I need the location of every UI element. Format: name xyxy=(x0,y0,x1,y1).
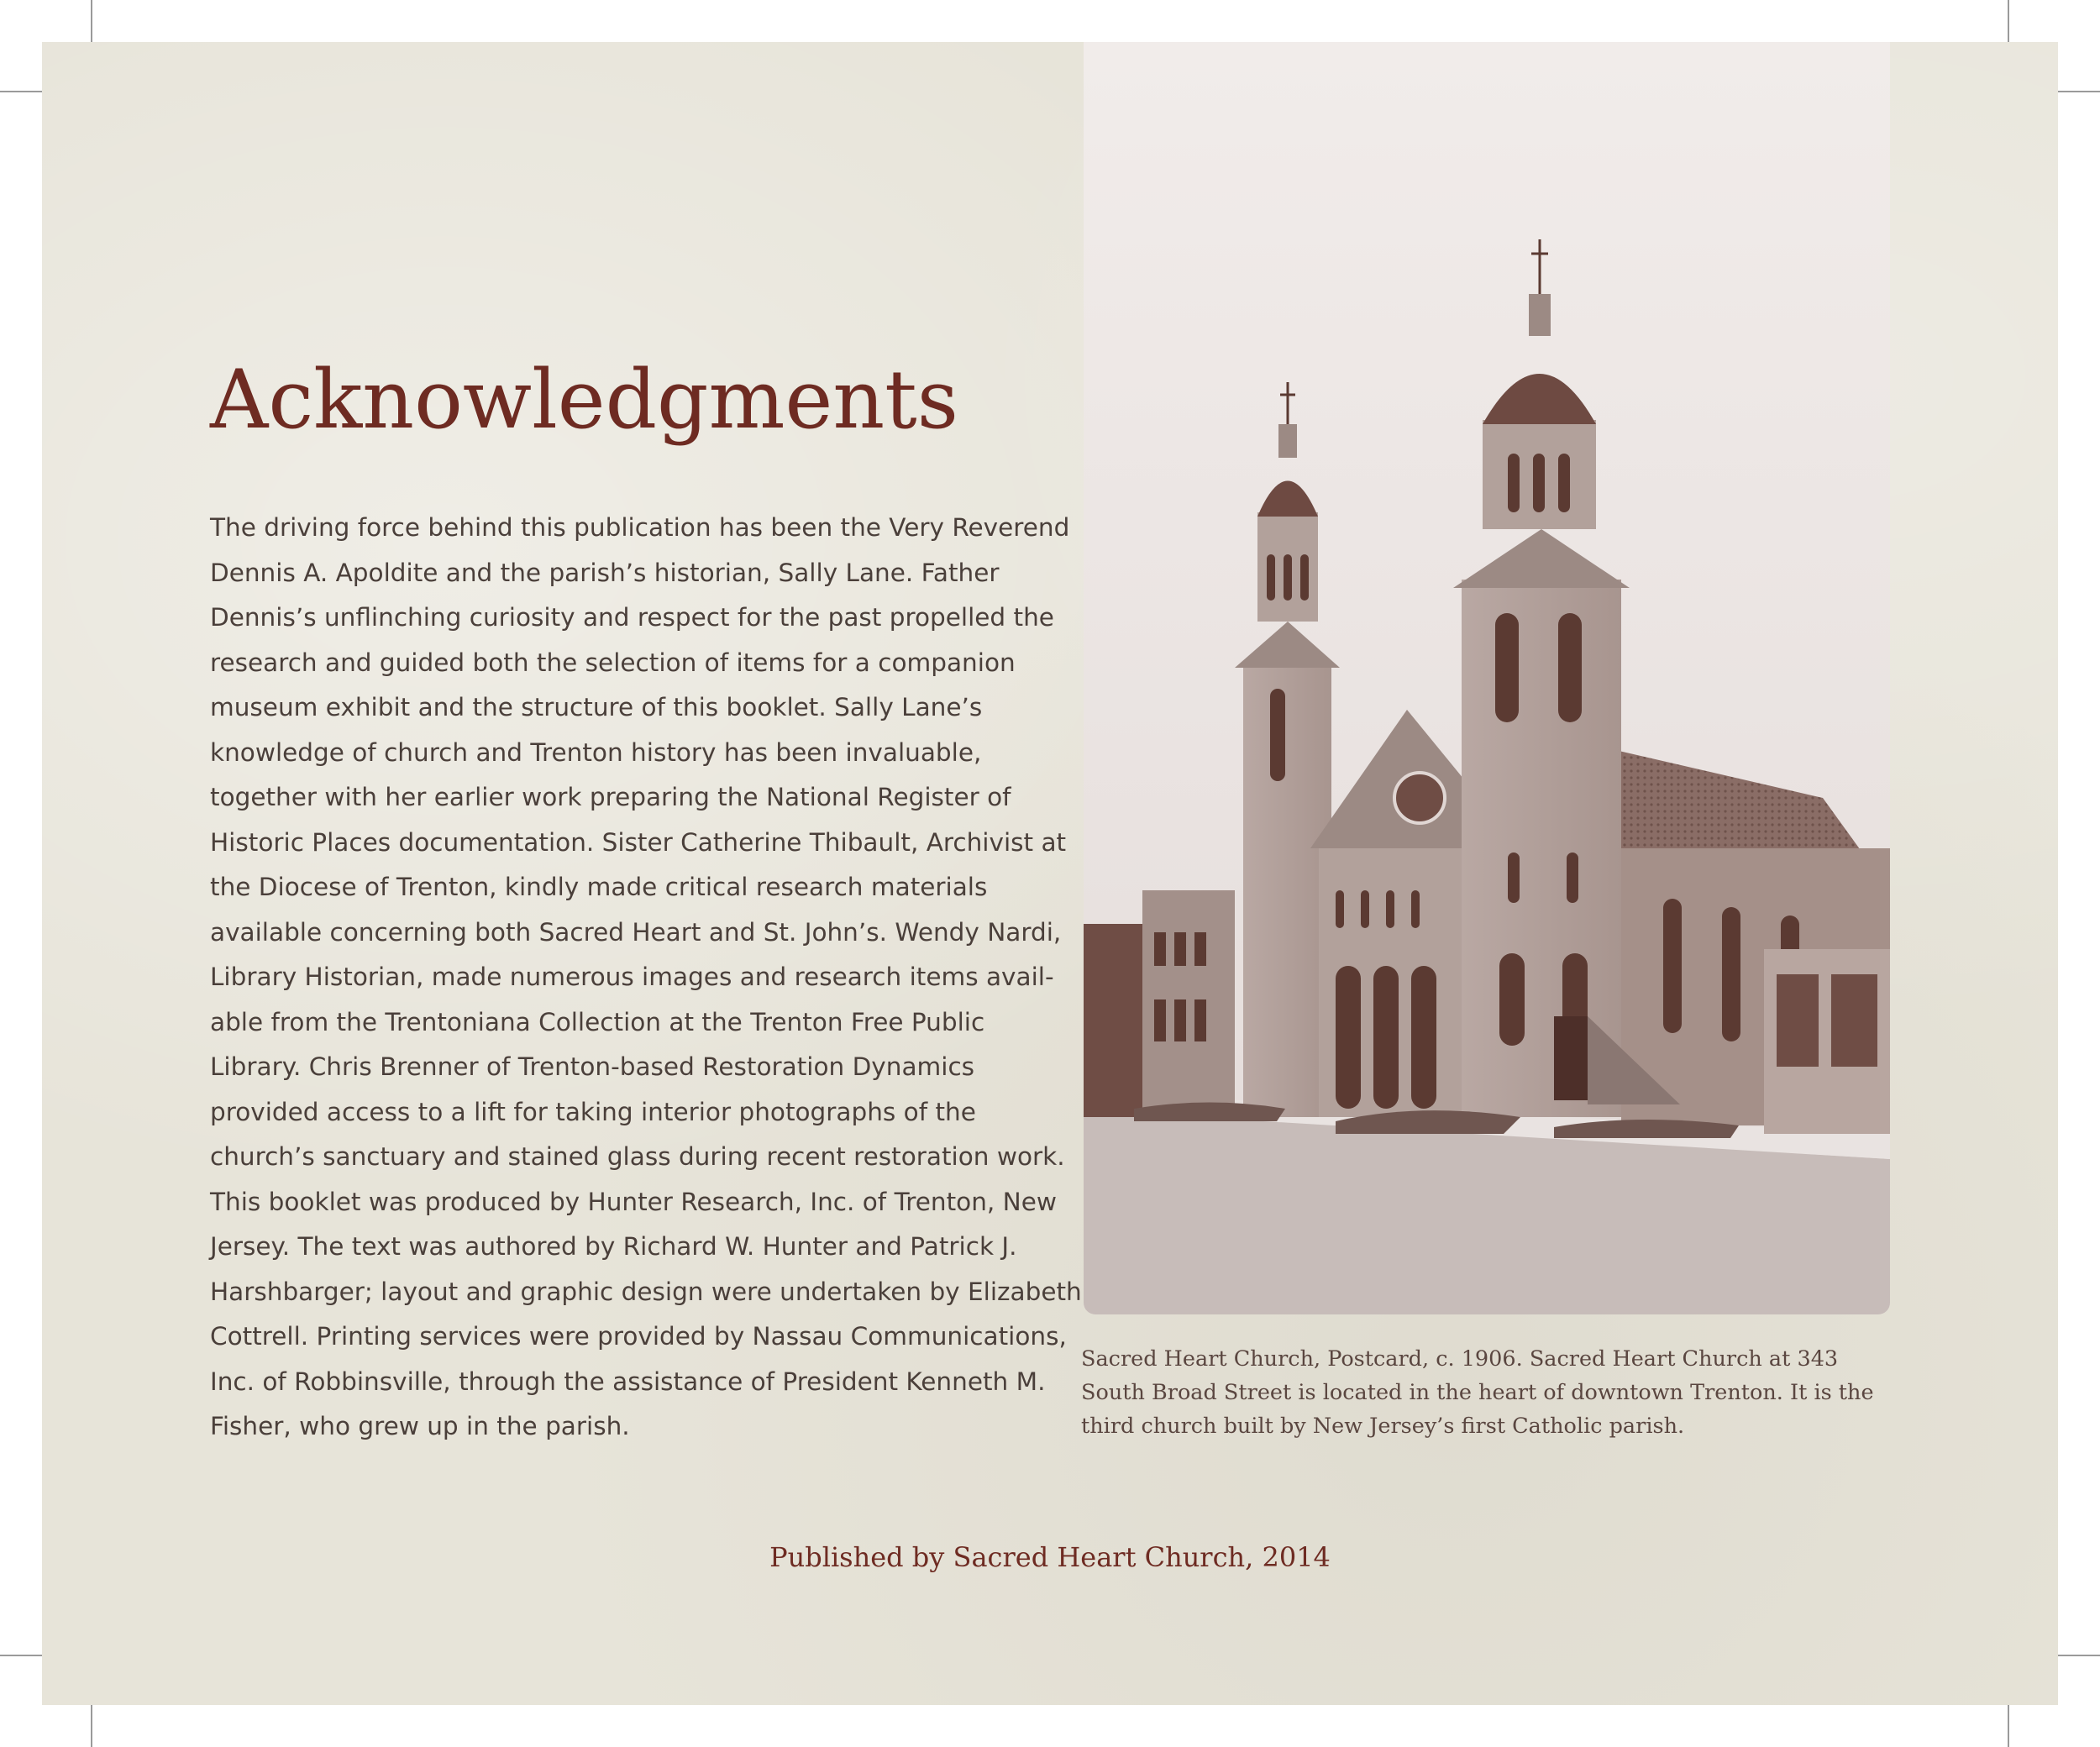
body-line: This booklet was produced by Hunter Research, Inc. of Trenton, New xyxy=(210,1187,1057,1216)
publisher-footer: Published by Sacred Heart Church, 2014 xyxy=(769,1541,1331,1573)
body-line: Inc. of Robbinsville, through the assistance of President Kenneth M. xyxy=(210,1367,1046,1396)
acknowledgments-body xyxy=(210,506,1082,1450)
body-line: Dennis A. Apoldite and the parish’s historian, Sally Lane. Father xyxy=(210,558,1000,587)
body-line: Jersey. The text was authored by Richard W. Hunter and Patrick J. xyxy=(210,1232,1017,1261)
body-line: church’s sanctuary and stained glass during recent restoration work. xyxy=(210,1142,1065,1171)
body-line: Cottrell. Printing services were provided by Nassau Communications, xyxy=(210,1322,1067,1351)
caption-line: third church built by New Jersey’s first Catholic parish. xyxy=(1081,1414,1685,1439)
caption-line: Sacred Heart Church, Postcard, c. 1906. Sacred Heart Church at 343 xyxy=(1081,1346,1839,1372)
body-line: Dennis’s unflinching curiosity and respect for the past propelled the xyxy=(210,603,1054,632)
body-line: able from the Trentoniana Collection at the Trenton Free Public xyxy=(210,1007,985,1036)
body-line: Library. Chris Brenner of Trenton-based Restoration Dynamics xyxy=(210,1052,975,1081)
body-line: Fisher, who grew up in the parish. xyxy=(210,1412,630,1440)
photo-caption xyxy=(1081,1342,1913,1443)
body-line: provided access to a lift for taking interior photographs of the xyxy=(210,1097,976,1126)
church-photo-icon xyxy=(1084,42,1890,1314)
body-line: Library Historian, made numerous images and research items avail- xyxy=(210,963,1054,991)
caption-line: South Broad Street is located in the heart of downtown Trenton. It is the xyxy=(1081,1380,1874,1405)
page-title: Acknowledgments xyxy=(210,353,958,447)
body-line: The driving force behind this publication has been the Very Reverend xyxy=(210,513,1070,542)
body-line: research and guided both the selection of items for a companion xyxy=(210,648,1016,677)
body-line: Historic Places documentation. Sister Catherine Thibault, Archivist at xyxy=(210,827,1067,857)
body-line: together with her earlier work preparing the National Register of xyxy=(210,783,1011,811)
body-line: the Diocese of Trenton, kindly made critical research materials xyxy=(210,873,988,901)
body-line: Harshbarger; layout and graphic design were undertaken by Elizabeth xyxy=(210,1277,1082,1306)
body-line: available concerning both Sacred Heart and St. John’s. Wendy Nardi, xyxy=(210,917,1062,947)
body-line: museum exhibit and the structure of this booklet. Sally Lane’s xyxy=(210,693,983,721)
body-line: knowledge of church and Trenton history has been invaluable, xyxy=(210,737,982,767)
